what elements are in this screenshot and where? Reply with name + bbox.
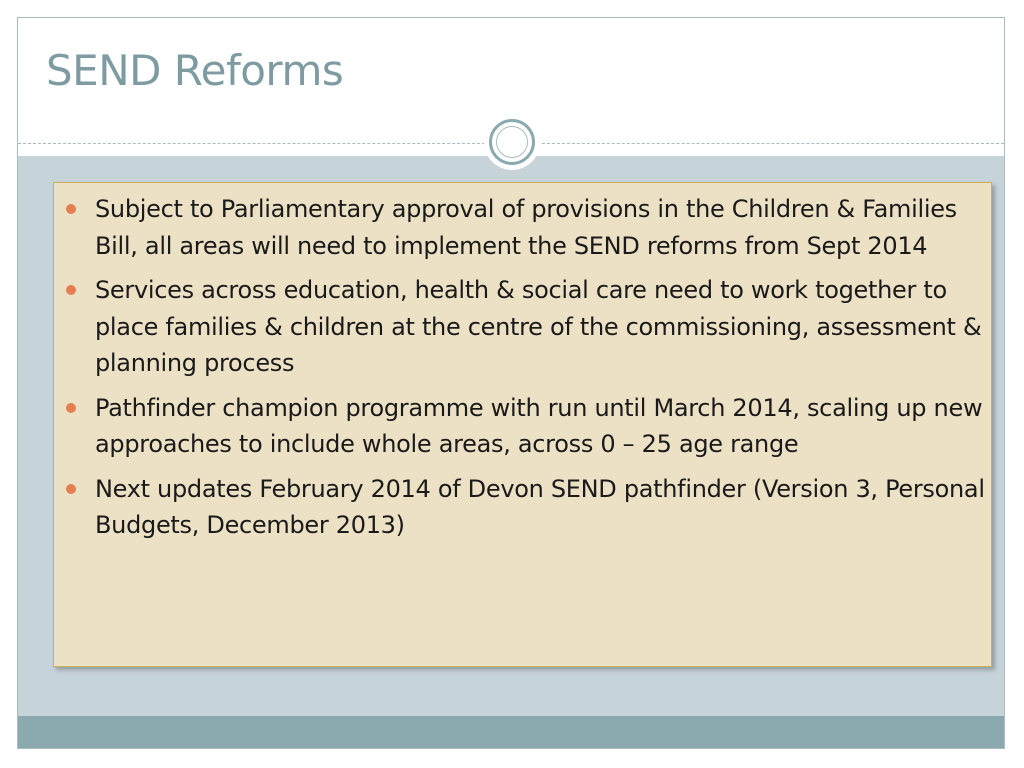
content-box: [53, 182, 992, 667]
bullet-list: [95, 191, 985, 552]
slide-title: SEND Reforms: [46, 46, 344, 95]
ornament-inner-circle: [496, 126, 528, 158]
bullet-text: Pathfinder champion programme with run until March 2014, scaling up new approaches to include whole areas, across 0 – 25 age range: [95, 393, 983, 458]
bullet-item: [95, 191, 985, 264]
footer-band: [18, 716, 1004, 749]
bullet-text: Next updates February 2014 of Devon SEND pathfinder (Version 3, Personal Budgets, December 2013): [95, 474, 985, 539]
slide: [17, 17, 1005, 749]
bullet-icon: [66, 484, 76, 494]
bullet-icon: [66, 403, 76, 413]
bullet-item: [95, 471, 985, 544]
bullet-icon: [66, 204, 76, 214]
bullet-item: [95, 390, 985, 463]
bullet-text: Subject to Parliamentary approval of provisions in the Children & Families Bill, all areas will need to implement the SEND reforms from Sept 2014: [95, 195, 957, 260]
bullet-icon: [66, 285, 76, 295]
bullet-item: [95, 272, 985, 382]
bullet-text: Services across education, health & social care need to work together to place families & children at the centre of the commissioning, assessment & planning process: [95, 276, 982, 377]
